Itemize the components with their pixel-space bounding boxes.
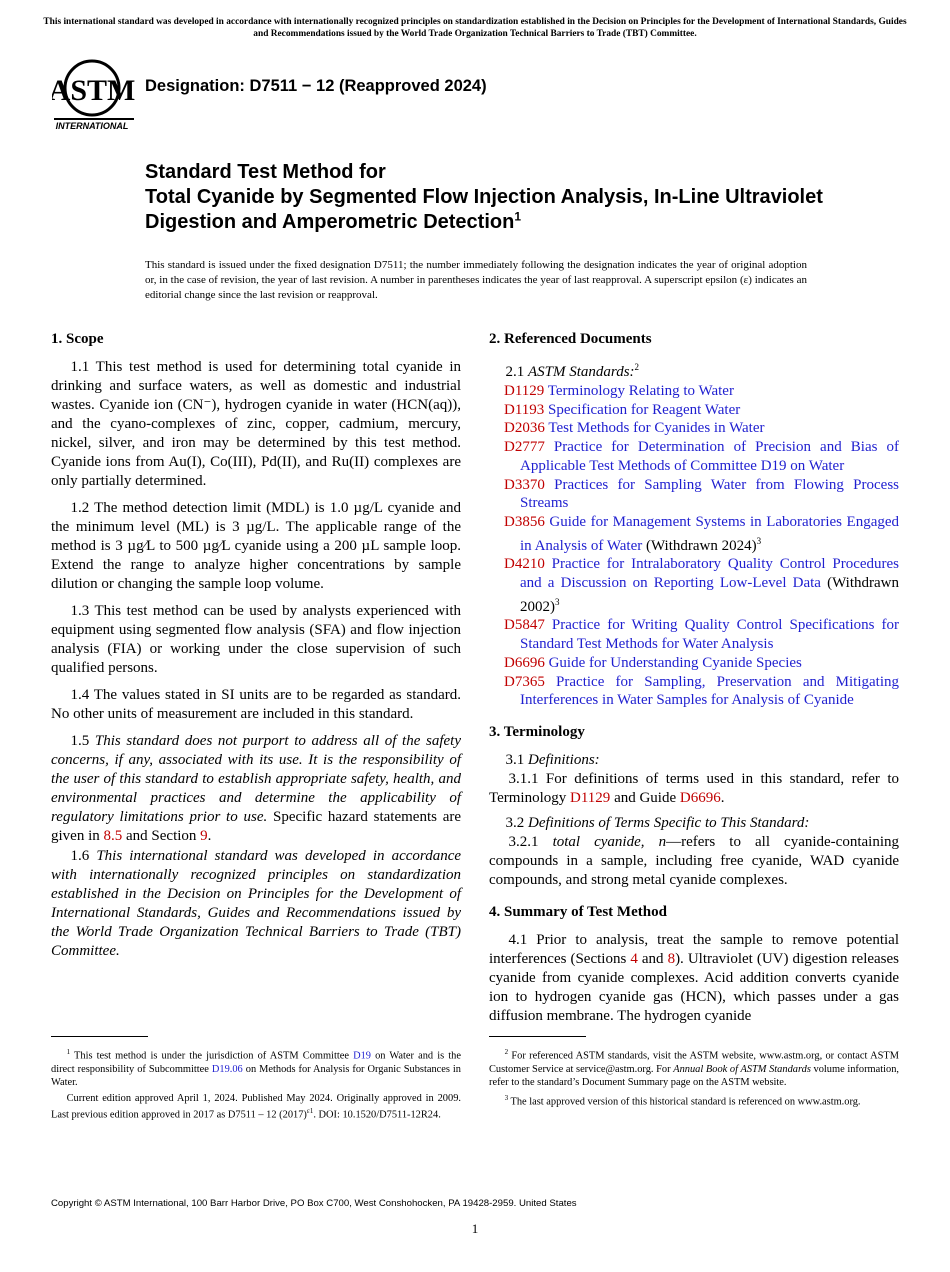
subsection-3-1	[489, 751, 899, 770]
defined-term: total cyanide, n	[552, 833, 667, 850]
tbt-notice: This international standard was developed in accordance with internationally recognized principles on standardization established in the Decision on Principles for the Development of International Standards, Guides and Recommendations issued by the World Trade Organization Technical Barriers to Trade (TBT) Committee.	[43, 17, 907, 39]
reference-title-link[interactable]: Specification for Reagent Water	[548, 401, 741, 418]
title-line-1: Standard Test Method for	[145, 161, 386, 183]
reference-code-link[interactable]: D2036	[504, 420, 545, 437]
section-heading-summary: 4. Summary of Test Method	[489, 903, 667, 920]
link-d19[interactable]: D19	[353, 1050, 371, 1062]
footnote-text: on Methods for Analysis for Organic Substances in Water.	[51, 1063, 461, 1089]
title-footnote-mark: 1	[514, 209, 522, 224]
paragraph-text: .	[720, 789, 725, 806]
paragraph-1-4: 1.4 The values stated in SI units are to be regarded as standard. No other units of measurement are included in this standard.	[51, 687, 461, 722]
reference-item	[489, 654, 899, 673]
footnote-mark: 2	[634, 362, 640, 372]
footnote-text: The last approved version of this historical standard is referenced on www.astm.org.	[510, 1096, 861, 1108]
link-section-8[interactable]: 8	[667, 950, 676, 967]
reference-item	[489, 513, 899, 555]
reference-code-link[interactable]: D1193	[504, 401, 545, 418]
paragraph-1-3: 1.3 This test method can be used by analysts experienced with equipment using segmented flow analysis (SFA) and flow injection analysis (FIA) or working under the close supervision of such qualified persons.	[51, 603, 461, 676]
left-column	[51, 330, 461, 969]
paragraph-3-2-1	[489, 833, 899, 890]
subsection-title: Definitions of Terms Specific to This Standard:	[528, 814, 810, 831]
subsection-title: Definitions:	[528, 751, 600, 768]
footnote-mark: 3	[756, 535, 762, 546]
issuance-note: This standard is issued under the fixed designation D7511; the number immediately following the designation indicates the year of original adoption or, in the case of revision, the year of last revision. A number in parentheses indicates the year of last reapproval. A superscript epsilon (ε) indicates an editorial change since the last revision or reapproval.	[145, 259, 807, 301]
section-heading-referenced-documents: 2. Referenced Documents	[489, 331, 652, 347]
footnote-text: Current edition approved April 1, 2024. Published May 2024. Originally approved in 2009. Last previous edition approved in 2017 as D7511 – 12 (2017)	[51, 1092, 461, 1121]
reference-title-link[interactable]: Practice for Sampling, Preservation and Mitigating Interferences in Water Samples for Analysis of Cyanide	[520, 673, 900, 709]
reference-title-link[interactable]: Guide for Understanding Cyanide Species	[548, 654, 802, 671]
epsilon-mark: ε1	[306, 1107, 314, 1116]
footnote-rule-right	[489, 1036, 586, 1037]
paragraph-number: 1.6	[70, 848, 90, 864]
reference-item	[489, 438, 899, 475]
paragraph-1-5: 1.5 This standard does not purport to address all of the safety concerns, if any, associated with its use. It is the responsibility of the user of this standard to establish appropriate safety, health, and environmental practices and determine the applicability of regulatory limitations prior to use. Specific hazard statements are given in 8.5 and Section 9.	[51, 733, 462, 844]
reference-code-link[interactable]: D7365	[504, 673, 545, 690]
reference-item	[489, 616, 899, 653]
paragraph-text: and Section	[126, 828, 197, 844]
reference-code-link[interactable]: D5847	[504, 617, 545, 634]
subsection-3-2	[489, 814, 899, 833]
reference-code-link[interactable]: D1129	[504, 383, 545, 399]
footnote-mark: 3	[504, 1093, 509, 1102]
paragraph-number: 3.2.1	[508, 833, 539, 850]
copyright-line: Copyright © ASTM International, 100 Barr Harbor Drive, PO Box C700, West Conshohocken, PA 19428-2959. United States	[51, 1198, 577, 1209]
reference-code-link[interactable]: D4210	[504, 556, 545, 573]
reference-title-link[interactable]: Practice for Determination of Precision and Bias of Applicable Test Methods of Committee D19 on Water	[520, 439, 899, 474]
paragraph-text: 3.1.1 For definitions of terms used in this standard, refer to Terminology	[489, 770, 899, 806]
subsection-number: 2.1	[505, 364, 525, 380]
reference-item	[489, 419, 899, 438]
svg-text:ASTM: ASTM	[52, 74, 136, 107]
reference-item	[489, 555, 899, 616]
reference-title-link[interactable]: Terminology Relating to Water	[547, 383, 734, 399]
paragraph-text: and	[641, 950, 664, 967]
reference-title-link[interactable]: Practice for Intralaboratory Quality Control Procedures and a Discussion on Reporting Low-Level Data	[520, 556, 899, 592]
link-section-9[interactable]: 9	[200, 828, 208, 844]
section-heading-terminology: 3. Terminology	[489, 723, 585, 740]
footnote-rule-left	[51, 1036, 148, 1037]
reference-code-link[interactable]: D3856	[504, 513, 545, 530]
paragraph-1-1: 1.1 This test method is used for determining total cyanide in drinking and surface waters, as well as domestic and industrial wastes. Cyanide ion (CN⁻), hydrogen cyanide in water (HCN(aq)), and the cyano-complexes of zinc, copper, cadmium, mercury, nickel, silver, and iron may be determined by this test method. Cyanide ions from Au(I), Co(III), Pd(II), and Ru(II) complexes are only partially determined.	[51, 359, 461, 489]
tbt-statement: This international standard was developed in accordance with internationally recognized principles on standardization established in the Decision on Principles for the Development of International Standards, Guides and Recommendations issued by the World Trade Organization Technical Barriers to Trade (TBT) Committee.	[51, 848, 462, 959]
reference-item	[489, 673, 899, 710]
page-number: 1	[471, 1221, 479, 1236]
paragraph-3-1-1	[489, 770, 899, 808]
paragraph-4-1	[489, 931, 899, 1026]
astm-logo	[52, 56, 136, 132]
footnote-text: volume information, refer to the standard’s Document Summary page on the ASTM website.	[489, 1063, 899, 1089]
reference-title-link[interactable]: Practice for Writing Quality Control Specifications for Standard Test Methods for Water Analysis	[520, 617, 900, 653]
link-section-4[interactable]: 4	[630, 950, 638, 967]
footnote-1	[51, 1046, 461, 1090]
subsection-number: 3.2	[505, 814, 525, 831]
paragraph-text: ). Ultraviolet (UV) digestion releases cyanide from cyanide complexes. Acid addition converts cyanide ion to hydrogen cyanide gas (HCN), which passes under a gas diffusion membrane. The hydrogen cyanide	[489, 950, 900, 1024]
footnote-text: on Water and is the direct responsibility of Subcommittee	[51, 1050, 461, 1075]
footnote-text: . DOI: 10.1520/D7511-12R24.	[313, 1109, 441, 1121]
withdrawn-note: (Withdrawn 2002)	[520, 575, 899, 615]
withdrawn-note: (Withdrawn 2024)	[646, 537, 757, 554]
paragraph-1-6	[51, 847, 461, 961]
footnote-italic: Annual Book of ASTM Standards	[673, 1063, 811, 1075]
footnote-text: This test method is under the jurisdiction of ASTM Committee	[74, 1050, 349, 1062]
subsection-number: 3.1	[505, 751, 525, 768]
reference-code-link[interactable]: D2777	[504, 439, 545, 456]
right-column	[489, 330, 899, 1026]
astm-logo-icon	[52, 56, 136, 132]
safety-caveat: This standard does not purport to address all of the safety concerns, if any, associated with its use. It is the responsibility of the user of this standard to establish appropriate safety, health, and environmental practices and determine the applicability of regulatory limitations prior to use.	[51, 733, 462, 825]
footnote-3	[489, 1092, 899, 1109]
paragraph-text: 4.1 Prior to analysis, treat the sample to remove potential interferences (Sections	[489, 931, 899, 967]
footnotes-left	[51, 1046, 461, 1124]
paragraph-text: and Guide	[614, 789, 677, 806]
paragraph-1-2: 1.2 The method detection limit (MDL) is 1.0 µg/L cyanide and the minimum level (ML) is 3 µg/L. The applicable range of the method is 3 µg⁄L to 500 µg⁄L cyanide using a 200 µL sample loop. Extend the range to analyze higher concentrations by sample dilution or changing the sample loop volume.	[51, 500, 461, 592]
reference-code-link[interactable]: D6696	[504, 654, 545, 671]
footnote-mark: 1	[66, 1048, 71, 1056]
designation: Designation: D7511 − 12 (Reapproved 2024)	[145, 77, 487, 95]
logo-international-text: INTERNATIONAL	[55, 121, 129, 131]
document-title	[145, 160, 845, 235]
footnote-2	[489, 1046, 899, 1090]
reference-title-link[interactable]: Practices for Sampling Water from Flowing Process Streams	[520, 476, 899, 512]
paragraph-text: Specific hazard statements are given in	[51, 809, 462, 844]
link-d1129[interactable]: D1129	[570, 789, 611, 806]
reference-title-link[interactable]: Guide for Management Systems in Laboratories Engaged in Analysis of Water	[520, 513, 900, 554]
footnote-mark: 2	[504, 1048, 509, 1056]
subsection-2-1	[489, 358, 899, 382]
reference-title-link[interactable]: Test Methods for Cyanides in Water	[548, 420, 765, 437]
link-d19-06[interactable]: D19.06	[211, 1063, 243, 1075]
footnote-text: For referenced ASTM standards, visit the ASTM website, www.astm.org, or contact ASTM Customer Service at service@astm.org. For	[489, 1050, 899, 1075]
reference-item	[489, 382, 899, 401]
link-d6696[interactable]: D6696	[679, 789, 721, 806]
reference-item	[489, 401, 899, 420]
footnote-mark: 3	[555, 596, 560, 607]
reference-item	[489, 476, 899, 513]
reference-list	[489, 382, 899, 710]
definition-text: —refers to all cyanide-containing compounds in a sample, including free cyanide, WAD cyanide compounds, and strong metal cyanide complexes.	[489, 833, 899, 888]
subsection-title: ASTM Standards:	[528, 364, 635, 380]
section-heading-scope: 1. Scope	[51, 331, 104, 347]
paragraph-number: 1.5	[70, 733, 90, 749]
reference-code-link[interactable]: D3370	[504, 476, 545, 493]
link-section-8-5[interactable]: 8.5	[103, 828, 123, 844]
footnotes-right	[489, 1046, 899, 1111]
title-line-2: Total Cyanide by Segmented Flow Injection Analysis, In-Line Ultraviolet Digestion and Amperometric Detection	[145, 186, 823, 233]
footnote-edition	[51, 1092, 461, 1122]
